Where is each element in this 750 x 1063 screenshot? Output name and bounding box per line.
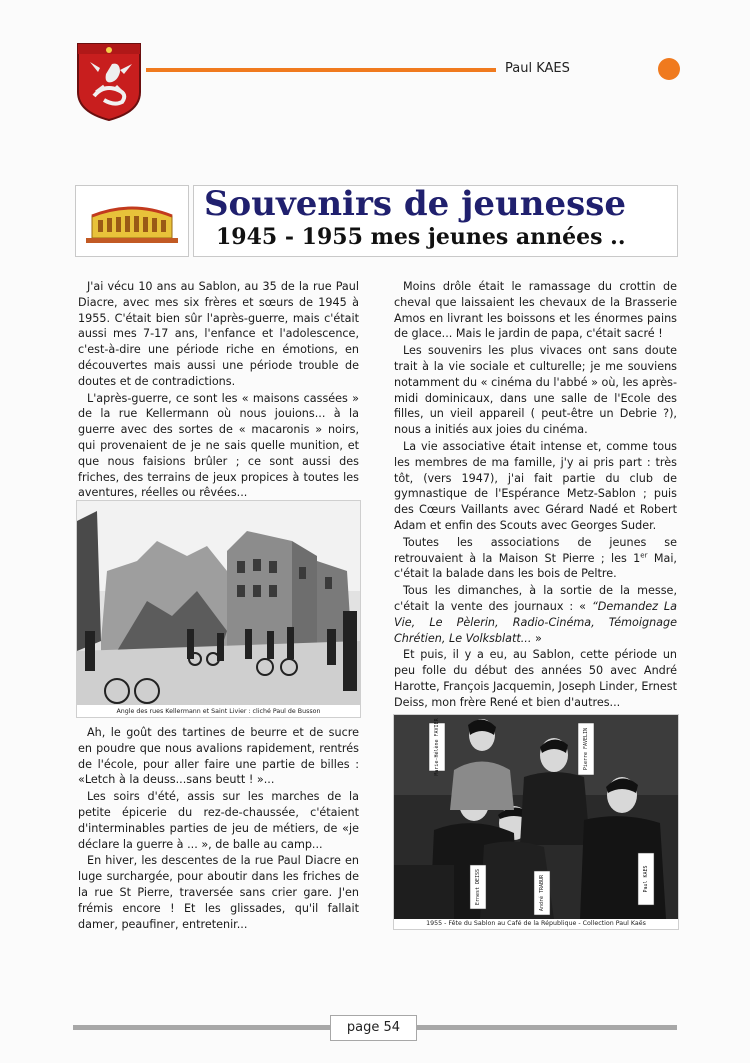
- paragraph-text: Tous les dimanches, à la sortie de la messe, c'était la vente des journaux : «: [394, 584, 677, 613]
- header-rule: [146, 68, 496, 72]
- paragraph: Et puis, il y a eu, au Sablon, cette période un peu folle du début des années 50 avec André Harotte, François Jacquemin, Joseph Linder, Ernest Deiss, mon frère René et bien d'autres...: [394, 648, 677, 709]
- footer-rule-left: [73, 1025, 330, 1030]
- paragraph: Les souvenirs les plus vivaces ont sans doute trait à la vie sociale et culturelle; je me souviens notamment du « cinéma du l'abbé » où, les après-midi dominicaux, dans une salle de l'Ecole des filles, un vieil appareil ( peut-être un Debrie ?), nous a initiés aux joies du cinéma.: [394, 344, 677, 437]
- paragraph: Les soirs d'été, assis sur les marches de la petite épicerie du rez-de-chaussée, c'étaient d'interminables parties de jeu de métiers, de «je déclare la guerre à ... », de balle au camp...: [78, 790, 359, 851]
- paragraph: [394, 535, 677, 582]
- name-label: André TRABUR: [539, 874, 545, 912]
- header-dot: [658, 58, 680, 80]
- name-label: Paul KAES: [643, 865, 649, 893]
- ruins-photo-figure: [76, 500, 361, 718]
- footer-rule-right: [415, 1025, 677, 1030]
- page-number: page 54: [330, 1015, 417, 1041]
- author-name: Paul KAES: [505, 61, 570, 76]
- name-label: Marie-Hélène FAVIER: [434, 718, 440, 776]
- name-label: Pierre FAVELIN: [583, 727, 589, 771]
- building-thumbnail: [75, 185, 189, 257]
- article-subtitle: 1945 - 1955 mes jeunes années ..: [216, 224, 626, 250]
- paragraph: L'après-guerre, ce sont les « maisons cassées » de la rue Kellermann où nous jouions... à la guerre avec des sortes de « macaronis » noirs, qui provenaient de je ne sais quelle munition, et que nous faisions brûler ; ce sont aussi des friches, des terrains de jeux propices à toutes les aventures, réelles ou rêvées...: [78, 391, 359, 500]
- left-column-top: [78, 279, 359, 502]
- ruins-photo: [77, 501, 360, 705]
- photo-caption: 1955 - Fête du Sablon au Café de la République - Collection Paul Kaës: [426, 920, 646, 927]
- paragraph: [394, 583, 677, 646]
- group-photo-figure: [393, 714, 679, 930]
- paragraph: La vie associative était intense et, comme tous les membres de ma famille, j'y ai pris part : très tôt, (vers 1947), j'ai fait partie du club de gymnastique de l'Espérance Metz-Sablon ; puis des Cœurs Vaillants avec Gérard Nadé et Robert Adam et enfin des Scouts avec Georges Suder.: [394, 439, 677, 532]
- coat-of-arms-logo: [74, 40, 144, 122]
- paragraph-text: Mai, c'était la balade dans les bois de Peltre.: [394, 551, 677, 581]
- paragraph: J'ai vécu 10 ans au Sablon, au 35 de la rue Paul Diacre, avec mes six frères et sœurs de 1945 à 1955. C'était bien sûr l'après-guerre, mais c'était aussi mes 7-17 ans, l'enfance et l'adolescence, c'est-à-dire une période riche en émotions, en découvertes mais aussi une période trouble de doutes et de contradictions.: [78, 280, 359, 388]
- left-column-bottom: [78, 725, 359, 933]
- paragraph-text: »: [531, 631, 542, 645]
- paragraph: Ah, le goût des tartines de beurre et de sucre en poudre que nous avalions rapidement, rentrés de l'école, pour aller faire une partie de billes : «Letch à la deuss...sans beutt ! »...: [78, 726, 359, 787]
- title-box: [193, 185, 678, 257]
- article-title: Souvenirs de jeunesse: [204, 184, 627, 224]
- right-column: [394, 279, 677, 712]
- photo-caption: Angle des rues Kellermann et Saint Livier : cliché Paul de Busson: [116, 708, 321, 715]
- name-label: Ernest DEISS: [475, 868, 481, 906]
- newspaper-list: “Demandez La Vie, Le Pèlerin, Radio-Cinéma, Témoignage Chrétien, Le Volksblatt...: [394, 599, 677, 645]
- paragraph: Moins drôle était le ramassage du crottin de cheval que laissaient les chevaux de la Brasserie Amos en livrant les boissons et les énormes pains de glace... Mais le jardin de papa, c'était sacré !: [394, 280, 677, 341]
- paragraph-text: Toutes les associations de jeunes se retrouvaient à la Maison St Pierre ; les 1: [394, 535, 677, 565]
- paragraph: En hiver, les descentes de la rue Paul Diacre en luge surchargée, pour aboutir dans les friches de la rue St Pierre, traversée sans crier gare. J'en frémis encore ! Et les glissades, qu'il fallait damer, peaufiner, entretenir...: [78, 854, 359, 931]
- superscript: er: [640, 550, 648, 559]
